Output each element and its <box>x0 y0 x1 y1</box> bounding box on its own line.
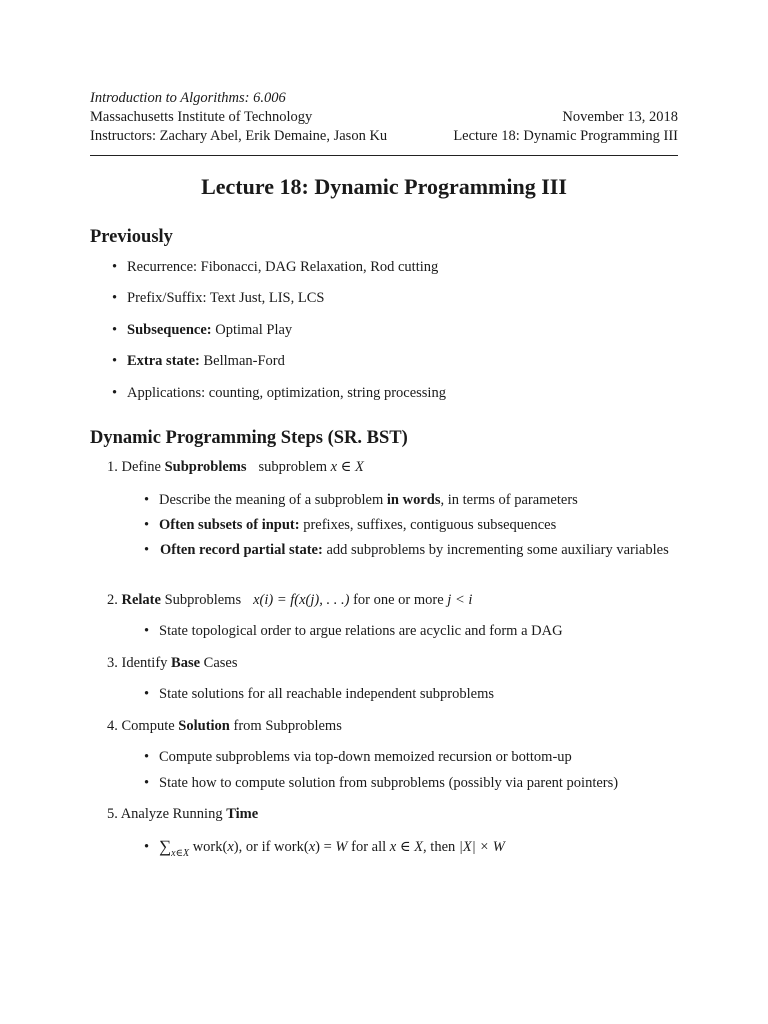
bullet-icon: • <box>112 290 118 306</box>
lecture-label: Lecture 18: Dynamic Programming III <box>453 128 678 144</box>
summation-symbol: ∑ <box>159 837 172 856</box>
step-analyze-running-time: 5. Analyze Running Time <box>107 806 259 822</box>
bullet-icon: • <box>112 259 118 275</box>
bullet-icon: • <box>144 839 150 855</box>
bullet-icon: • <box>112 353 118 369</box>
list-item: • Often record partial state: add subproblems by incrementing some auxiliary variables <box>144 542 669 558</box>
list-item: • State how to compute solution from subproblems (possibly via parent pointers) <box>144 775 619 791</box>
bullet-icon: • <box>144 775 150 791</box>
bullet-icon: • <box>144 542 150 558</box>
bullet-icon: • <box>144 623 150 639</box>
section-heading-previously: Previously <box>90 227 173 247</box>
bullet-icon: • <box>144 492 150 508</box>
section-heading-dp-steps: Dynamic Programming Steps (SR. BST) <box>90 428 408 448</box>
instructors: Instructors: Zachary Abel, Erik Demaine, Jason Ku <box>90 128 388 144</box>
list-item: • Often subsets of input: prefixes, suffixes, contiguous subsequences <box>144 517 557 533</box>
bullet-icon: • <box>144 686 150 702</box>
lecture-date: November 13, 2018 <box>562 109 678 125</box>
step-define-subproblems: 1. Define Subproblems subproblem x ∈ X <box>107 459 364 475</box>
bullet-icon: • <box>112 385 118 401</box>
step-identify-base-cases: 3. Identify Base Cases <box>107 655 238 671</box>
list-item: • Compute subproblems via top-down memoized recursion or bottom-up <box>144 749 572 765</box>
list-item: • Describe the meaning of a subproblem in words, in terms of parameters <box>144 492 578 508</box>
bullet-icon: • <box>144 749 150 765</box>
header-rule <box>90 155 678 156</box>
step-relate-subproblems: 2. Relate Subproblems x(i) = f(x(j), . . .) for one or more j < i <box>107 592 473 608</box>
page-title: Lecture 18: Dynamic Programming III <box>201 174 567 199</box>
list-item: • State topological order to argue relations are acyclic and form a DAG <box>144 623 563 639</box>
step-compute-solution: 4. Compute Solution from Subproblems <box>107 718 342 734</box>
list-item: • Recurrence: Fibonacci, DAG Relaxation, Rod cutting <box>112 259 439 275</box>
list-item: • Prefix/Suffix: Text Just, LIS, LCS <box>112 290 325 306</box>
list-item: • Applications: counting, optimization, string processing <box>112 385 446 401</box>
list-item: • $\sum_{x\in X}$ work(x), or if work(x) = W for all x ∈ X, then |X| × W <box>144 837 505 859</box>
list-item: • Extra state: Bellman-Ford <box>112 353 285 369</box>
bullet-icon: • <box>112 322 118 338</box>
bullet-icon: • <box>144 517 150 533</box>
list-item: • State solutions for all reachable independent subproblems <box>144 686 495 702</box>
institution: Massachusetts Institute of Technology <box>90 109 313 125</box>
list-item: • Subsequence: Optimal Play <box>112 322 293 338</box>
course-name: Introduction to Algorithms: 6.006 <box>90 90 286 106</box>
